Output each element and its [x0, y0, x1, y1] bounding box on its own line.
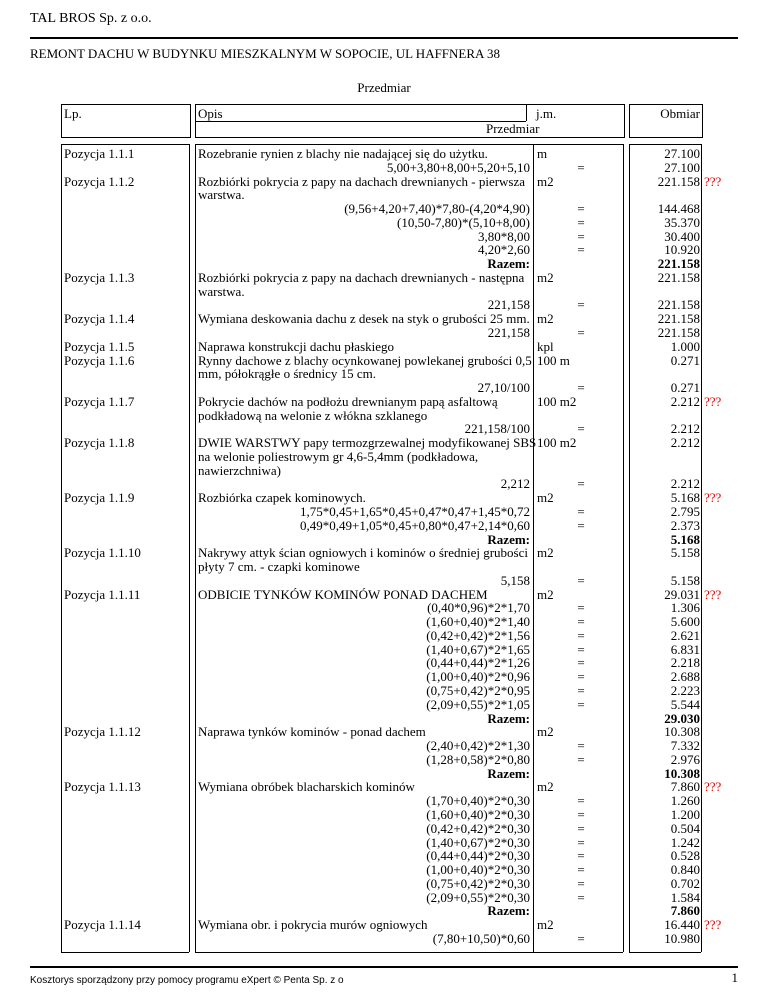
quantity-value: 2.688: [670, 669, 700, 685]
formula-text: 27,10/100: [477, 380, 530, 396]
quantity-value: 5.168: [670, 531, 700, 547]
quantity-value: 2.212: [670, 435, 700, 451]
unit-label: m2: [537, 173, 554, 189]
formula-text: (1,40+0,67)*2*1,65: [426, 641, 530, 657]
description-text: podkładową na welonie z włókna szklanego: [198, 407, 428, 423]
table-row: [0, 421, 768, 436]
quantity-value: 0.271: [670, 380, 700, 396]
quantity-value: 27.100: [664, 159, 700, 175]
table-row: [0, 297, 768, 312]
header-obmiar-cell: [629, 104, 703, 138]
formula-text: 3,80*8,00: [478, 228, 530, 244]
equals-sign: =: [577, 669, 585, 685]
quantity-value: 6.831: [670, 641, 700, 657]
equals-sign: =: [577, 572, 585, 588]
unit-label: m2: [537, 779, 554, 795]
warning-flag: ???: [704, 490, 722, 506]
quantity-value: 1.000: [670, 338, 700, 354]
column-przedmiar: Przedmiar: [486, 121, 540, 136]
equals-sign: =: [577, 214, 585, 230]
quantity-value: 7.332: [670, 738, 700, 754]
table-row: [0, 545, 768, 560]
formula-text: 1,75*0,45+1,65*0,45+0,47*0,47+1,45*0,72: [300, 504, 530, 520]
formula-text: (0,44+0,44)*2*0,30: [426, 848, 530, 864]
formula-text: 2,212: [500, 476, 530, 492]
header-lp-cell: [61, 104, 191, 138]
description-text: mm, półokrągłe o średnicy 15 cm.: [198, 366, 376, 382]
equals-sign: =: [577, 297, 585, 313]
table-row: [0, 655, 768, 670]
quantity-value: 2.795: [670, 504, 700, 520]
description-text: ODBICIE TYNKÓW KOMINÓW PONAD DACHEM: [198, 586, 488, 602]
formula-text: Razem:: [487, 903, 530, 919]
footer-rule: [30, 966, 738, 968]
quantity-value: 0.271: [670, 352, 700, 368]
description-text: warstwa.: [198, 187, 245, 203]
formula-text: (7,80+10,50)*0,60: [432, 930, 530, 946]
table-row: [0, 697, 768, 712]
table-row: [0, 793, 768, 808]
table-row: [0, 146, 768, 161]
description-text: nawierzchniwa): [198, 462, 282, 478]
table-row: [0, 559, 768, 574]
unit-label: kpl: [537, 338, 554, 354]
equals-sign: =: [577, 683, 585, 699]
table-row: [0, 779, 768, 794]
equals-sign: =: [577, 806, 585, 822]
table-row: [0, 628, 768, 643]
description-text: Wymiana obróbek blacharskich kominów: [198, 779, 415, 795]
unit-label: m2: [537, 311, 554, 327]
unit-label: m2: [537, 490, 554, 506]
description-text: Pokrycie dachów na podłożu drewnianym papą asfaltową: [198, 393, 498, 409]
table-row: [0, 876, 768, 891]
description-text: na welonie poliestrowym gr 4,6-5,4mm (podkładowa,: [198, 448, 479, 464]
quantity-value: 1.584: [670, 889, 700, 905]
warning-flag: ???: [704, 779, 722, 795]
table-row: [0, 600, 768, 615]
table-row: [0, 174, 768, 189]
position-label: Pozycja 1.1.4: [64, 311, 135, 327]
equals-sign: =: [577, 242, 585, 258]
unit-label: 100 m2: [537, 393, 577, 409]
footer-text: Kosztorys sporządzony przy pomocy programu eXpert © Penta Sp. z o: [30, 975, 344, 986]
formula-text: (1,60+0,40)*2*0,30: [426, 806, 530, 822]
quantity-value: 221.158: [657, 173, 700, 189]
grid-line: [629, 952, 701, 953]
formula-text: (0,42+0,42)*2*0,30: [426, 820, 530, 836]
unit-label: m2: [537, 269, 554, 285]
quantity-value: 1.306: [670, 600, 700, 616]
description-text: Rynny dachowe z blachy ocynkowanej powlekanej grubości 0,5: [198, 352, 532, 368]
document-subtitle: Przedmiar: [357, 80, 411, 95]
quantity-value: 0.840: [670, 862, 700, 878]
table-row: [0, 821, 768, 836]
table-row: [0, 256, 768, 271]
quantity-value: 221.158: [657, 297, 700, 313]
formula-text: (1,70+0,40)*2*0,30: [426, 793, 530, 809]
grid-line: [629, 144, 701, 145]
description-text: Rozbiórki pokrycia z papy na dachach drewnianych - następna: [198, 269, 525, 285]
table-row: [0, 518, 768, 533]
quantity-value: 0.504: [670, 820, 700, 836]
unit-label: m: [537, 146, 548, 161]
position-label: Pozycja 1.1.1: [64, 146, 135, 161]
table-row: [0, 766, 768, 781]
table-row: [0, 738, 768, 753]
table-row: [0, 532, 768, 547]
quantity-value: 10.920: [664, 242, 700, 258]
quantity-value: 30.400: [664, 228, 700, 244]
table-row: [0, 270, 768, 285]
position-label: Pozycja 1.1.2: [64, 173, 135, 189]
description-text: Rozbiórki pokrycia z papy na dachach drewnianych - pierwsza: [198, 173, 526, 189]
table-row: [0, 504, 768, 519]
formula-text: Razem:: [487, 765, 530, 781]
position-label: Pozycja 1.1.9: [64, 490, 135, 506]
quantity-value: 2.373: [670, 517, 700, 533]
equals-sign: =: [577, 201, 585, 217]
formula-text: 0,49*0,49+1,05*0,45+0,80*0,47+2,14*0,60: [300, 517, 530, 533]
table-row: [0, 366, 768, 381]
quantity-value: 5.168: [670, 490, 700, 506]
formula-text: 221,158/100: [464, 421, 530, 437]
quantity-value: 1.242: [670, 834, 700, 850]
table-row: [0, 683, 768, 698]
unit-label: 100 m: [537, 352, 570, 368]
position-label: Pozycja 1.1.6: [64, 352, 135, 368]
position-label: Pozycja 1.1.3: [64, 269, 135, 285]
formula-text: (0,42+0,42)*2*1,56: [426, 627, 530, 643]
equals-sign: =: [577, 421, 585, 437]
description-text: Rozebranie rynien z blachy nie nadającej się do użytku.: [198, 146, 488, 161]
page-number: 1: [731, 970, 738, 985]
quantity-value: 2.976: [670, 751, 700, 767]
header-opis-cell: [195, 104, 625, 138]
formula-text: (2,09+0,55)*2*1,05: [426, 696, 530, 712]
equals-sign: =: [577, 600, 585, 616]
table-row: [0, 325, 768, 340]
equals-sign: =: [577, 380, 585, 396]
description-text: DWIE WARSTWY papy termozgrzewalnej modyfikowanej SBS: [198, 435, 537, 451]
table-row: [0, 339, 768, 354]
description-text: Nakrywy attyk ścian ogniowych i kominów o średniej grubości: [198, 545, 528, 561]
formula-text: (2,40+0,42)*2*1,30: [426, 738, 530, 754]
equals-sign: =: [577, 875, 585, 891]
quantity-value: 221.158: [657, 256, 700, 272]
quantity-value: 221.158: [657, 325, 700, 340]
column-lp: Lp.: [64, 106, 82, 121]
equals-sign: =: [577, 641, 585, 657]
formula-text: (0,44+0,44)*2*1,26: [426, 655, 530, 671]
formula-text: Razem:: [487, 256, 530, 272]
table-row: [0, 807, 768, 822]
equals-sign: =: [577, 889, 585, 905]
table-row: [0, 449, 768, 464]
table-row: [0, 311, 768, 326]
quantity-value: 5.544: [670, 696, 700, 712]
equals-sign: =: [577, 655, 585, 671]
position-label: Pozycja 1.1.11: [64, 586, 141, 602]
formula-text: (0,75+0,42)*2*0,95: [426, 683, 530, 699]
table-row: [0, 229, 768, 244]
quantity-value: 27.100: [664, 146, 700, 161]
table-row: [0, 614, 768, 629]
formula-text: (1,40+0,67)*2*0,30: [426, 834, 530, 850]
quantity-value: 2.212: [670, 393, 700, 409]
company-name: TAL BROS Sp. z o.o.: [30, 11, 152, 26]
equals-sign: =: [577, 504, 585, 520]
formula-text: 5,158: [500, 572, 530, 588]
table-row: [0, 242, 768, 257]
formula-text: (0,40*0,96)*2*1,70: [427, 600, 530, 616]
warning-flag: ???: [704, 173, 722, 189]
formula-text: (1,00+0,40)*2*0,30: [426, 862, 530, 878]
formula-text: (1,00+0,40)*2*0,96: [426, 669, 530, 685]
quantity-value: 2.223: [670, 683, 700, 699]
grid-line: [195, 144, 623, 145]
description-text: Naprawa tynków kominów - ponad dachem: [198, 724, 426, 740]
column-opis: Opis: [198, 106, 223, 121]
table-row: [0, 476, 768, 491]
quantity-value: 144.468: [657, 201, 700, 217]
header-rule: [30, 37, 738, 39]
table-row: [0, 160, 768, 175]
equals-sign: =: [577, 159, 585, 175]
table-row: [0, 215, 768, 230]
header-divider: [196, 121, 526, 122]
quantity-value: 2.218: [670, 655, 700, 671]
table-row: [0, 408, 768, 423]
formula-text: Razem:: [487, 531, 530, 547]
formula-text: (2,09+0,55)*2*0,30: [426, 889, 530, 905]
grid-line: [195, 952, 623, 953]
description-text: Wymiana deskowania dachu z desek na styk o grubości 25 mm.: [198, 311, 530, 327]
equals-sign: =: [577, 862, 585, 878]
quantity-value: 5.600: [670, 614, 700, 630]
unit-label: 100 m2: [537, 435, 577, 451]
equals-sign: =: [577, 517, 585, 533]
unit-label: m2: [537, 917, 554, 933]
grid-line: [61, 952, 189, 953]
formula-text: 221,158: [487, 297, 530, 313]
quantity-value: 7.860: [670, 779, 700, 795]
table-row: [0, 642, 768, 657]
formula-text: (1,60+0,40)*2*1,40: [426, 614, 530, 630]
equals-sign: =: [577, 820, 585, 836]
table-row: [0, 711, 768, 726]
quantity-value: 1.260: [670, 793, 700, 809]
quantity-value: 35.370: [664, 214, 700, 230]
unit-label: m2: [537, 724, 554, 740]
table-row: [0, 353, 768, 368]
quantity-value: 2.621: [670, 627, 700, 643]
grid-line: [61, 144, 189, 145]
description-text: Rozbiórka czapek kominowych.: [198, 490, 366, 506]
table-row: [0, 380, 768, 395]
equals-sign: =: [577, 476, 585, 492]
table-row: [0, 835, 768, 850]
quantity-value: 0.528: [670, 848, 700, 864]
equals-sign: =: [577, 627, 585, 643]
table-row: [0, 573, 768, 588]
table-row: [0, 587, 768, 602]
position-label: Pozycja 1.1.7: [64, 393, 135, 409]
formula-text: 5,00+3,80+8,00+5,20+5,10: [386, 159, 530, 175]
table-row: [0, 931, 768, 946]
header-divider: [526, 105, 527, 121]
equals-sign: =: [577, 696, 585, 712]
formula-text: (0,75+0,42)*2*0,30: [426, 875, 530, 891]
table-row: [0, 394, 768, 409]
position-label: Pozycja 1.1.8: [64, 435, 135, 451]
description-text: Wymiana obr. i pokrycia murów ogniowych: [198, 917, 428, 933]
quantity-value: 0.702: [670, 875, 700, 891]
table-row: [0, 752, 768, 767]
table-row: [0, 903, 768, 918]
warning-flag: ???: [704, 917, 722, 933]
quantity-value: 29.031: [664, 586, 700, 602]
formula-text: 221,158: [487, 325, 530, 340]
table-row: [0, 435, 768, 450]
table-row: [0, 890, 768, 905]
table-row: [0, 201, 768, 216]
quantity-value: 2.212: [670, 476, 700, 492]
quantity-value: 221.158: [657, 311, 700, 327]
formula-text: (10,50-7,80)*(5,10+8,00): [397, 214, 530, 230]
quantity-value: 10.308: [664, 724, 700, 740]
table-row: [0, 917, 768, 932]
table-row: [0, 187, 768, 202]
description-text: warstwa.: [198, 283, 245, 299]
unit-label: m2: [537, 586, 554, 602]
formula-text: (1,28+0,58)*2*0,80: [426, 751, 530, 767]
description-text: Naprawa konstrukcji dachu płaskiego: [198, 338, 395, 354]
formula-text: (9,56+4,20+7,40)*7,80-(4,20*4,90): [344, 201, 530, 217]
table-row: [0, 284, 768, 299]
quantity-value: 10.308: [664, 765, 700, 781]
table-row: [0, 490, 768, 505]
table-row: [0, 669, 768, 684]
unit-label: m2: [537, 545, 554, 561]
table-row: [0, 463, 768, 478]
equals-sign: =: [577, 848, 585, 864]
quantity-value: 2.212: [670, 421, 700, 437]
equals-sign: =: [577, 834, 585, 850]
column-jm: j.m.: [536, 106, 557, 121]
table-row: [0, 848, 768, 863]
formula-text: 4,20*2,60: [478, 242, 530, 258]
position-label: Pozycja 1.1.10: [64, 545, 141, 561]
table-row: [0, 862, 768, 877]
equals-sign: =: [577, 325, 585, 340]
column-obmiar: Obmiar: [660, 106, 700, 121]
quantity-value: 7.860: [670, 903, 700, 919]
quantity-value: 221.158: [657, 269, 700, 285]
quantity-value: 1.200: [670, 806, 700, 822]
equals-sign: =: [577, 228, 585, 244]
position-label: Pozycja 1.1.12: [64, 724, 141, 740]
quantity-value: 5.158: [670, 572, 700, 588]
equals-sign: =: [577, 930, 585, 946]
equals-sign: =: [577, 738, 585, 754]
quantity-value: 5.158: [670, 545, 700, 561]
warning-flag: ???: [704, 393, 722, 409]
position-label: Pozycja 1.1.14: [64, 917, 141, 933]
table-row: [0, 724, 768, 739]
equals-sign: =: [577, 614, 585, 630]
position-label: Pozycja 1.1.13: [64, 779, 141, 795]
quantity-value: 10.980: [664, 930, 700, 946]
warning-flag: ???: [704, 586, 722, 602]
formula-text: Razem:: [487, 710, 530, 726]
position-label: Pozycja 1.1.5: [64, 338, 135, 354]
quantity-value: 29.030: [664, 710, 700, 726]
description-text: płyty 7 cm. - czapki kominowe: [198, 559, 360, 575]
document-title: REMONT DACHU W BUDYNKU MIESZKALNYM W SOPOCIE, UL HAFFNERA 38: [30, 46, 500, 61]
quantity-value: 16.440: [664, 917, 700, 933]
equals-sign: =: [577, 751, 585, 767]
equals-sign: =: [577, 793, 585, 809]
